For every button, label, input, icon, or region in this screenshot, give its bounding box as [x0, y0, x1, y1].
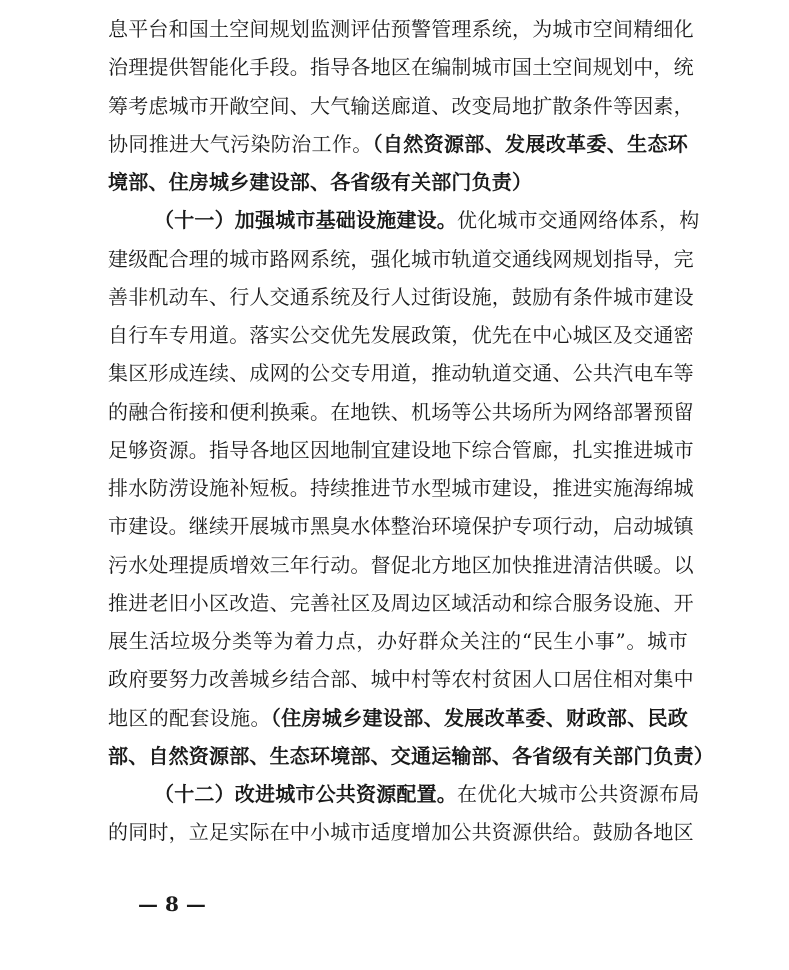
paragraph-2-line-2: 建级配合理的城市路网系统，强化城市轨道交通线网规划指导，完: [108, 246, 694, 271]
paragraph-2-responsible-start: （住房城乡建设部、发展改革委、财政部、民政: [270, 705, 688, 730]
section-11-heading: （十一）加强城市基础设施建设。: [154, 208, 457, 233]
paragraph-2-line-12: 展生活垃圾分类等为着力点，办好群众关注的“民生小事”。城市: [108, 629, 688, 653]
paragraph-2-text-end: 地区的配套设施。: [108, 705, 271, 730]
paragraph-2-line-1: [108, 201, 700, 239]
paragraph-3-line-1: [108, 775, 700, 813]
paragraph-1-line-3: 筹考虑城市开敞空间、大气输送廊道、改变局地扩散条件等因素，: [108, 93, 694, 118]
paragraph-2-line-5: 集区形成连续、成网的公交专用道，推动轨道交通、公共汽电车等: [108, 361, 694, 386]
paragraph-2-line-3: 善非机动车、行人交通系统及行人过街设施，鼓励有条件城市建设: [108, 284, 694, 309]
paragraph-2-responsible-end: 部、自然资源部、生态环境部、交通运输部、各省级有关部门负责）: [108, 743, 714, 768]
paragraph-1-line-1: 息平台和国土空间规划监测评估预警管理系统，为城市空间精细化: [108, 17, 694, 41]
paragraph-1-line-2: 治理提供智能化手段。指导各地区在编制城市国土空间规划中，统: [108, 55, 694, 80]
page-number: — 8 —: [138, 892, 206, 916]
paragraph-2-line-14: [108, 699, 688, 737]
paragraph-1-line-4: [108, 125, 688, 163]
paragraph-2-line-4: 自行车专用道。落实公交优先发展政策，优先在中心城区及交通密: [108, 323, 694, 347]
document-body: [108, 10, 714, 852]
paragraph-2-line-9: 市建设。继续开展城市黑臭水体整治环境保护专项行动，启动城镇: [108, 514, 694, 539]
paragraph-2-line-10: 污水处理提质增效三年行动。督促北方地区加快推进清洁供暖。以: [108, 552, 694, 577]
paragraph-2-line-13: 政府要努力改善城乡结合部、城中村等农村贫困人口居住相对集中: [108, 667, 694, 692]
paragraph-2-line-11: 推进老旧小区改造、完善社区及周边区域活动和综合服务设施、开: [108, 590, 694, 615]
paragraph-2-line-6: 的融合衔接和便利换乘。在地铁、机场等公共场所为网络部署预留: [108, 399, 694, 424]
paragraph-3-line-1-text: 在优化大城市公共资源布局: [457, 782, 700, 806]
paragraph-1-responsible-end: 境部、住房城乡建设部、各省级有关部门负责）: [108, 170, 533, 194]
paragraph-2-line-8: 排水防涝设施补短板。持续推进节水型城市建设，推进实施海绵城: [108, 476, 694, 500]
section-12-heading: （十二）改进城市公共资源配置。: [154, 782, 457, 806]
paragraph-1-responsible-start: （自然资源部、发展改革委、生态环: [372, 131, 688, 156]
paragraph-1-text-end: 协同推进大气污染防治工作。: [108, 131, 373, 156]
paragraph-2-line-1-text: 优化城市交通网络体系，构: [457, 208, 700, 233]
paragraph-2-line-7: 足够资源。指导各地区因地制宜建设地下综合管廊，扎实推进城市: [108, 437, 694, 462]
paragraph-3-line-2: 的同时，立足实际在中小城市适度增加公共资源供给。鼓励各地区: [108, 820, 694, 845]
